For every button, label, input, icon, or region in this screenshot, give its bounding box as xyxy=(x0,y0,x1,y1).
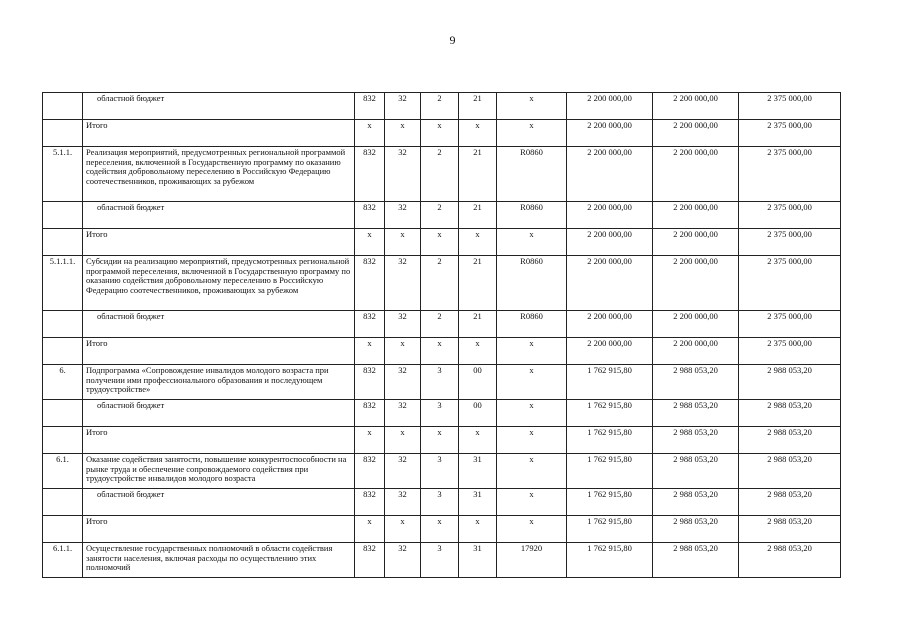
row-name-cell: Итого xyxy=(83,120,355,147)
row-name-cell: областной бюджет xyxy=(83,202,355,229)
table-row xyxy=(43,93,841,120)
code-program-cell: 32 xyxy=(385,202,421,229)
code-direction-cell: x xyxy=(497,516,567,543)
amount-year1-cell: 2 200 000,00 xyxy=(567,147,653,202)
code-program-cell: x xyxy=(385,338,421,365)
amount-year2-cell: 2 988 053,20 xyxy=(653,516,739,543)
code-program-cell: 32 xyxy=(385,543,421,578)
amount-year3-cell: 2 988 053,20 xyxy=(739,400,841,427)
code-program-cell: 32 xyxy=(385,147,421,202)
amount-year1-cell: 2 200 000,00 xyxy=(567,93,653,120)
amount-year1-cell: 1 762 915,80 xyxy=(567,400,653,427)
code-event-cell: 31 xyxy=(459,454,497,489)
amount-year3-cell: 2 375 000,00 xyxy=(739,147,841,202)
code-direction-cell: R0860 xyxy=(497,256,567,311)
table-row xyxy=(43,202,841,229)
table-row xyxy=(43,454,841,489)
amount-year1-cell: 1 762 915,80 xyxy=(567,516,653,543)
row-name-cell: областной бюджет xyxy=(83,311,355,338)
table-row xyxy=(43,516,841,543)
code-ministry-cell: 832 xyxy=(355,489,385,516)
table-row xyxy=(43,365,841,400)
code-ministry-cell: 832 xyxy=(355,311,385,338)
code-event-cell: 00 xyxy=(459,400,497,427)
row-number-cell xyxy=(43,338,83,365)
amount-year3-cell: 2 375 000,00 xyxy=(739,93,841,120)
code-program-cell: 32 xyxy=(385,93,421,120)
row-number-cell xyxy=(43,400,83,427)
amount-year2-cell: 2 988 053,20 xyxy=(653,489,739,516)
code-subprogram-cell: x xyxy=(421,229,459,256)
code-event-cell: x xyxy=(459,427,497,454)
code-program-cell: x xyxy=(385,120,421,147)
code-event-cell: 31 xyxy=(459,543,497,578)
amount-year1-cell: 1 762 915,80 xyxy=(567,365,653,400)
amount-year1-cell: 2 200 000,00 xyxy=(567,338,653,365)
code-ministry-cell: x xyxy=(355,516,385,543)
table-row xyxy=(43,229,841,256)
amount-year3-cell: 2 375 000,00 xyxy=(739,338,841,365)
table-row xyxy=(43,400,841,427)
code-direction-cell: x xyxy=(497,454,567,489)
row-number-cell: 6.1. xyxy=(43,454,83,489)
amount-year2-cell: 2 988 053,20 xyxy=(653,543,739,578)
code-direction-cell: R0860 xyxy=(497,311,567,338)
amount-year2-cell: 2 988 053,20 xyxy=(653,427,739,454)
row-name-cell: Оказание содействия занятости, повышение конкурентоспособности на рынке труда и обеспечение сопровождаемого содействия при трудоустройстве инвалидов молодого возраста xyxy=(83,454,355,489)
code-ministry-cell: 832 xyxy=(355,202,385,229)
row-name-cell: Реализация мероприятий, предусмотренных региональной программой переселения, включенной в Государственную программу по оказанию содействия добровольному переселению в Российскую Федерацию соотечественников, проживающих за рубежом xyxy=(83,147,355,202)
code-direction-cell: x xyxy=(497,229,567,256)
table-row xyxy=(43,338,841,365)
row-name-cell: областной бюджет xyxy=(83,489,355,516)
code-program-cell: x xyxy=(385,516,421,543)
code-program-cell: 32 xyxy=(385,256,421,311)
amount-year2-cell: 2 200 000,00 xyxy=(653,338,739,365)
code-direction-cell: x xyxy=(497,338,567,365)
code-subprogram-cell: 2 xyxy=(421,93,459,120)
code-direction-cell: x xyxy=(497,489,567,516)
code-ministry-cell: 832 xyxy=(355,454,385,489)
row-number-cell: 6.1.1. xyxy=(43,543,83,578)
code-subprogram-cell: 2 xyxy=(421,147,459,202)
amount-year2-cell: 2 200 000,00 xyxy=(653,229,739,256)
amount-year3-cell: 2 988 053,20 xyxy=(739,365,841,400)
amount-year2-cell: 2 200 000,00 xyxy=(653,147,739,202)
amount-year1-cell: 1 762 915,80 xyxy=(567,427,653,454)
amount-year3-cell: 2 375 000,00 xyxy=(739,311,841,338)
table-row xyxy=(43,489,841,516)
amount-year1-cell: 1 762 915,80 xyxy=(567,454,653,489)
row-number-cell xyxy=(43,120,83,147)
amount-year2-cell: 2 988 053,20 xyxy=(653,365,739,400)
amount-year1-cell: 2 200 000,00 xyxy=(567,229,653,256)
row-name-cell: областной бюджет xyxy=(83,400,355,427)
row-number-cell xyxy=(43,489,83,516)
code-subprogram-cell: x xyxy=(421,120,459,147)
code-direction-cell: R0860 xyxy=(497,202,567,229)
amount-year1-cell: 1 762 915,80 xyxy=(567,489,653,516)
code-ministry-cell: 832 xyxy=(355,543,385,578)
code-subprogram-cell: 3 xyxy=(421,543,459,578)
row-name-cell: Итого xyxy=(83,427,355,454)
code-program-cell: 32 xyxy=(385,365,421,400)
table-row xyxy=(43,427,841,454)
code-subprogram-cell: 3 xyxy=(421,365,459,400)
code-subprogram-cell: 3 xyxy=(421,489,459,516)
table-row xyxy=(43,147,841,202)
row-number-cell xyxy=(43,202,83,229)
code-program-cell: x xyxy=(385,229,421,256)
code-event-cell: 21 xyxy=(459,147,497,202)
code-event-cell: 31 xyxy=(459,489,497,516)
amount-year2-cell: 2 200 000,00 xyxy=(653,256,739,311)
code-event-cell: 21 xyxy=(459,93,497,120)
code-event-cell: 21 xyxy=(459,202,497,229)
code-direction-cell: x xyxy=(497,427,567,454)
code-ministry-cell: x xyxy=(355,229,385,256)
row-name-cell: Субсидии на реализацию мероприятий, предусмотренных региональной программой переселения, включенной в Государственную программу по оказанию содействия добровольному переселению в Российскую Федерацию соотечественников, проживающих за рубежом xyxy=(83,256,355,311)
code-direction-cell: x xyxy=(497,93,567,120)
amount-year3-cell: 2 375 000,00 xyxy=(739,229,841,256)
row-name-cell: Итого xyxy=(83,229,355,256)
row-number-cell xyxy=(43,427,83,454)
table-row xyxy=(43,543,841,578)
row-number-cell xyxy=(43,93,83,120)
code-event-cell: x xyxy=(459,229,497,256)
code-subprogram-cell: 2 xyxy=(421,202,459,229)
code-ministry-cell: 832 xyxy=(355,147,385,202)
table-body xyxy=(43,93,841,578)
amount-year3-cell: 2 375 000,00 xyxy=(739,120,841,147)
row-name-cell: областной бюджет xyxy=(83,93,355,120)
code-program-cell: 32 xyxy=(385,400,421,427)
code-subprogram-cell: x xyxy=(421,427,459,454)
code-direction-cell: R0860 xyxy=(497,147,567,202)
page-number: 9 xyxy=(449,33,456,47)
code-event-cell: 21 xyxy=(459,311,497,338)
code-subprogram-cell: 3 xyxy=(421,454,459,489)
amount-year3-cell: 2 988 053,20 xyxy=(739,489,841,516)
code-ministry-cell: x xyxy=(355,427,385,454)
row-name-cell: Осуществление государственных полномочий в области содействия занятости населения, включая расходы по осуществлению этих полномочий xyxy=(83,543,355,578)
amount-year2-cell: 2 988 053,20 xyxy=(653,400,739,427)
code-direction-cell: x xyxy=(497,120,567,147)
amount-year3-cell: 2 375 000,00 xyxy=(739,256,841,311)
code-ministry-cell: 832 xyxy=(355,400,385,427)
code-ministry-cell: x xyxy=(355,338,385,365)
budget-table xyxy=(42,92,841,578)
amount-year2-cell: 2 200 000,00 xyxy=(653,120,739,147)
amount-year3-cell: 2 988 053,20 xyxy=(739,427,841,454)
code-ministry-cell: 832 xyxy=(355,256,385,311)
code-ministry-cell: 832 xyxy=(355,365,385,400)
table-row xyxy=(43,120,841,147)
amount-year3-cell: 2 988 053,20 xyxy=(739,454,841,489)
code-program-cell: 32 xyxy=(385,489,421,516)
code-subprogram-cell: x xyxy=(421,516,459,543)
row-number-cell xyxy=(43,229,83,256)
amount-year1-cell: 2 200 000,00 xyxy=(567,202,653,229)
row-name-cell: Подпрограмма «Сопровождение инвалидов молодого возраста при получении ими профессионального образования и последующем трудоустройстве» xyxy=(83,365,355,400)
amount-year2-cell: 2 200 000,00 xyxy=(653,202,739,229)
code-subprogram-cell: x xyxy=(421,338,459,365)
row-number-cell: 5.1.1.1. xyxy=(43,256,83,311)
code-event-cell: 00 xyxy=(459,365,497,400)
code-event-cell: 21 xyxy=(459,256,497,311)
amount-year2-cell: 2 988 053,20 xyxy=(653,454,739,489)
code-program-cell: 32 xyxy=(385,311,421,338)
code-event-cell: x xyxy=(459,338,497,365)
code-direction-cell: 17920 xyxy=(497,543,567,578)
code-subprogram-cell: 2 xyxy=(421,311,459,338)
row-number-cell: 6. xyxy=(43,365,83,400)
amount-year3-cell: 2 988 053,20 xyxy=(739,516,841,543)
code-subprogram-cell: 2 xyxy=(421,256,459,311)
code-direction-cell: x xyxy=(497,365,567,400)
amount-year1-cell: 1 762 915,80 xyxy=(567,543,653,578)
table-row xyxy=(43,311,841,338)
amount-year3-cell: 2 988 053,20 xyxy=(739,543,841,578)
amount-year2-cell: 2 200 000,00 xyxy=(653,93,739,120)
row-name-cell: Итого xyxy=(83,516,355,543)
code-event-cell: x xyxy=(459,120,497,147)
code-subprogram-cell: 3 xyxy=(421,400,459,427)
row-name-cell: Итого xyxy=(83,338,355,365)
code-event-cell: x xyxy=(459,516,497,543)
row-number-cell xyxy=(43,516,83,543)
code-ministry-cell: x xyxy=(355,120,385,147)
code-direction-cell: x xyxy=(497,400,567,427)
amount-year1-cell: 2 200 000,00 xyxy=(567,120,653,147)
table-row xyxy=(43,256,841,311)
code-program-cell: x xyxy=(385,427,421,454)
amount-year3-cell: 2 375 000,00 xyxy=(739,202,841,229)
code-program-cell: 32 xyxy=(385,454,421,489)
amount-year1-cell: 2 200 000,00 xyxy=(567,256,653,311)
row-number-cell xyxy=(43,311,83,338)
row-number-cell: 5.1.1. xyxy=(43,147,83,202)
amount-year2-cell: 2 200 000,00 xyxy=(653,311,739,338)
amount-year1-cell: 2 200 000,00 xyxy=(567,311,653,338)
code-ministry-cell: 832 xyxy=(355,93,385,120)
